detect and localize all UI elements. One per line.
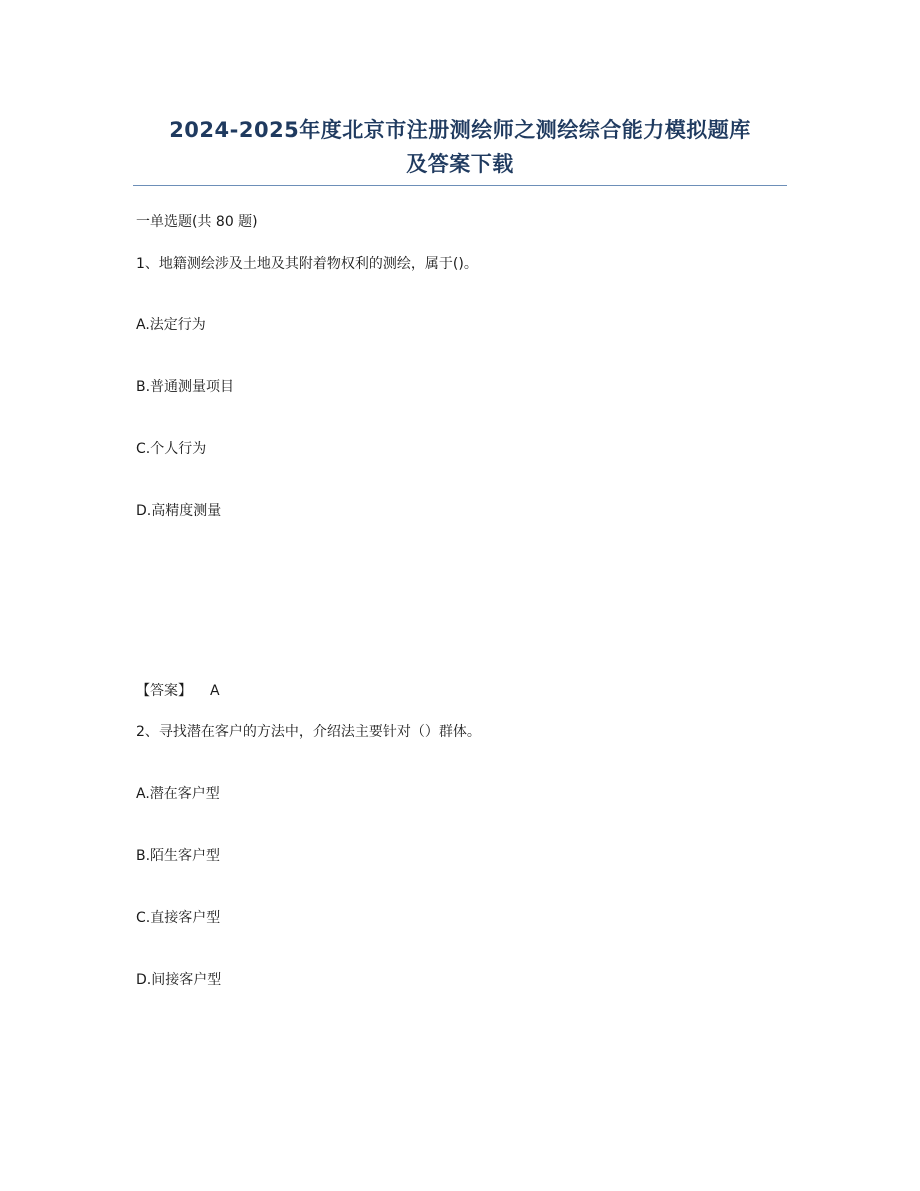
section-heading: 一单选题(共 80 题) bbox=[136, 214, 258, 230]
question-1-answer bbox=[136, 681, 220, 701]
question-2-option-b: B.陌生客户型 bbox=[136, 848, 221, 864]
answer-value: A bbox=[210, 683, 220, 699]
title-divider bbox=[133, 185, 787, 186]
question-1-option-a: A.法定行为 bbox=[136, 317, 206, 333]
question-2-option-d: D.间接客户型 bbox=[136, 972, 222, 988]
question-1-stem: 1、地籍测绘涉及土地及其附着物权利的测绘，属于()。 bbox=[136, 256, 478, 272]
question-2-option-a: A.潜在客户型 bbox=[136, 786, 220, 802]
question-2-stem: 2、寻找潜在客户的方法中，介绍法主要针对（）群体。 bbox=[136, 724, 481, 740]
answer-label: 【答案】 bbox=[136, 683, 192, 699]
question-2-option-c: C.直接客户型 bbox=[136, 910, 221, 926]
document-title bbox=[133, 113, 787, 181]
title-line-2: 及答案下载 bbox=[406, 152, 514, 176]
title-line-1: 2024-2025年度北京市注册测绘师之测绘综合能力模拟题库 bbox=[169, 118, 751, 142]
question-1-option-c: C.个人行为 bbox=[136, 441, 207, 457]
question-1-option-d: D.高精度测量 bbox=[136, 503, 222, 519]
question-1-option-b: B.普通测量项目 bbox=[136, 379, 235, 395]
